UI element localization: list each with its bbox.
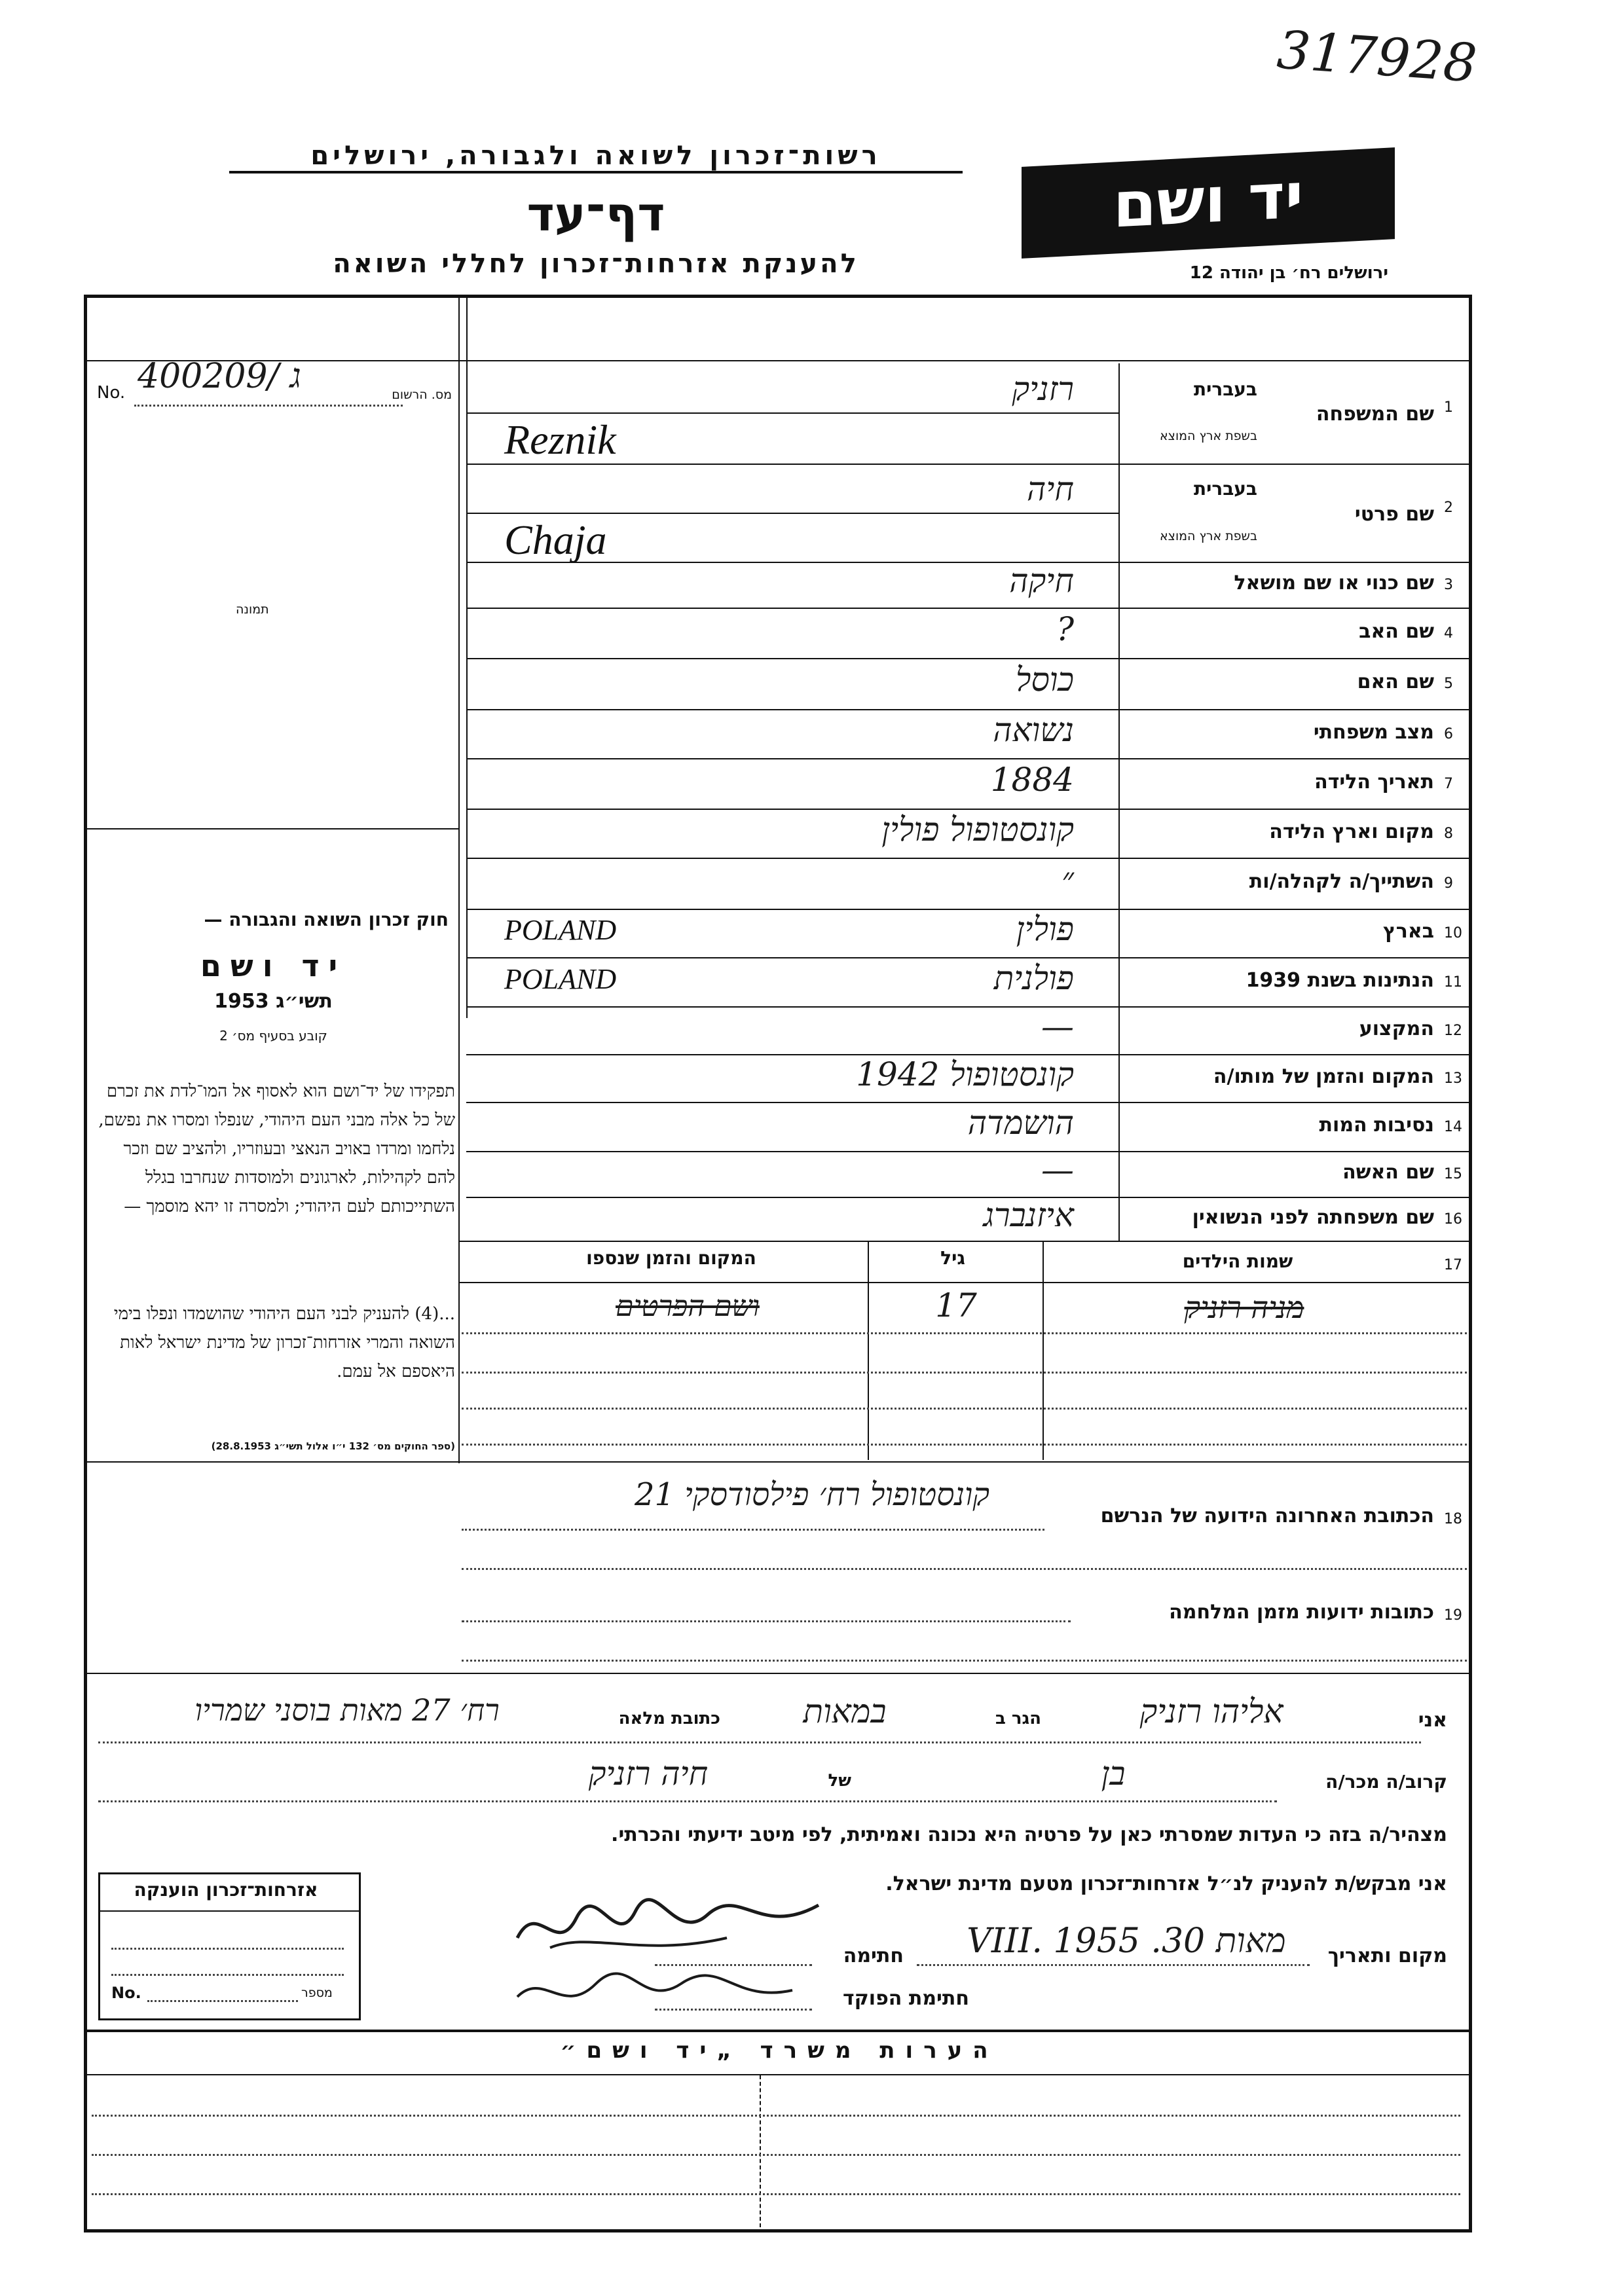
- declarant-city: במאות: [803, 1692, 887, 1730]
- dotted-line: [462, 1444, 1467, 1446]
- resides-label: הגר ב: [995, 1709, 1041, 1728]
- lang-label-native: בשפת ארץ המוצא: [1159, 429, 1257, 443]
- photo-label: תמונה: [236, 602, 269, 617]
- divider: [458, 1241, 1469, 1242]
- field-value-hebrew: —: [1041, 1008, 1074, 1046]
- divider: [466, 957, 1469, 958]
- declarant-address: רח׳ 27 מאות בוסני שמריו: [194, 1692, 500, 1728]
- of-label: של: [828, 1771, 851, 1791]
- field-label: מצב משפחתי: [1313, 721, 1434, 744]
- logo-address: ירושלים רח׳ בן יהודה 12: [1189, 263, 1388, 283]
- dotted-line: [462, 1660, 1467, 1662]
- field-value-hebrew: איזנברג: [983, 1196, 1074, 1234]
- dotted-line: [98, 1800, 1277, 1802]
- dotted-line: [98, 1741, 1421, 1743]
- child-name: מניה רזניק: [1184, 1290, 1304, 1325]
- divider: [466, 709, 1469, 710]
- field-number: 8: [1444, 826, 1453, 842]
- field-label: מקום וארץ הלידה: [1269, 820, 1434, 843]
- divider: [87, 1673, 1469, 1674]
- field-label: שם פרטי: [1354, 503, 1434, 526]
- field-label: נסיבות המות: [1319, 1114, 1434, 1137]
- field-value-hebrew: פולנית: [993, 959, 1074, 997]
- yad-vashem-logo: [1022, 147, 1395, 259]
- declarant-signature: [511, 1892, 825, 1964]
- dotted-line: [147, 2000, 298, 2002]
- divider: [87, 2074, 1469, 2075]
- dotted-line: [917, 1964, 1310, 1966]
- field-number: 19: [1444, 1607, 1462, 1624]
- field-label: שם משפחתה לפני הנשואין: [1192, 1206, 1434, 1229]
- divider: [466, 1102, 1469, 1103]
- field-number: 18: [1444, 1511, 1462, 1527]
- children-header-place: המקום והזמן שנספו: [586, 1247, 756, 1269]
- declaration-statement-2: אני מבקש/ת להעניק לנ״ל אזרחות־זכרון מטעם מדינת ישראל.: [885, 1872, 1447, 1895]
- dotted-line: [92, 2154, 1460, 2156]
- dotted-line: [111, 1948, 344, 1950]
- field-value-hebrew: ״: [1061, 860, 1074, 898]
- law-year: תשי״ג 1953: [214, 990, 333, 1013]
- place-date-label: מקום ותאריך: [1327, 1944, 1447, 1967]
- declaration-statement-1: מצהיר/ה בזה כי העדות שמסרתי כאן על פרטיה היא נכונה ואמיתית, לפי מיטב ידיעתי והכרתי.: [611, 1823, 1447, 1846]
- field-label: תאריך הלידה: [1314, 771, 1434, 793]
- office-notes-title: הערות משרד „יד ושם״: [560, 2037, 999, 2064]
- field-label: שם האשה: [1342, 1161, 1434, 1184]
- field-value-hebrew: קונסטופול 1942: [856, 1055, 1074, 1093]
- dotted-line: [462, 1568, 1467, 1570]
- registration-number: 400209/ ג: [138, 357, 301, 396]
- field-number: 9: [1444, 875, 1453, 892]
- field-number: 16: [1444, 1211, 1462, 1228]
- field-number: 11: [1444, 974, 1462, 991]
- relation-value: בן: [1101, 1755, 1126, 1793]
- page-title: דף־עד: [526, 187, 665, 242]
- lang-label-hebrew: בעברית: [1193, 478, 1257, 500]
- divider: [466, 412, 1118, 414]
- dotted-line: [462, 1529, 1044, 1531]
- divider: [466, 658, 1469, 659]
- divider: [760, 2075, 761, 2227]
- children-header-age: גיל: [940, 1247, 965, 1269]
- divider: [466, 758, 1469, 759]
- field-value-hebrew: חיה: [1027, 470, 1074, 508]
- field-number: 5: [1444, 676, 1453, 692]
- field-value-hebrew: קונסטופול פולין: [881, 811, 1074, 848]
- field-label: שם כנוי או שם מושאל: [1234, 572, 1434, 594]
- field-value-latin: Reznik: [504, 416, 616, 463]
- divider: [458, 1282, 1469, 1283]
- law-name: יד ושם: [200, 948, 347, 983]
- field-number: 12: [1444, 1023, 1462, 1039]
- divider: [87, 2030, 1469, 2032]
- law-section: קובע בסעיף מס׳ 2: [219, 1028, 327, 1044]
- registration-label: מס. הרשום: [392, 388, 452, 402]
- field-number: 4: [1444, 625, 1453, 642]
- registration-prefix: No.: [97, 383, 126, 403]
- field-value-hebrew: רזניק: [1012, 370, 1074, 408]
- field-value-latin: Chaja: [504, 517, 607, 563]
- divider: [466, 513, 1118, 514]
- citizenship-box-number-label: מספר: [301, 1986, 333, 2000]
- field-value-hebrew: —: [1041, 1151, 1074, 1189]
- dotted-line: [462, 1408, 1467, 1410]
- official-signature-label: חתימת הפוקד: [843, 1987, 969, 2010]
- dotted-line: [462, 1332, 1467, 1334]
- declarant-name: אליהו רזניק: [1139, 1692, 1283, 1730]
- field-label: השתייך/ה לקהלה/ות: [1249, 870, 1434, 893]
- field-value-hebrew: נשואה: [993, 711, 1074, 749]
- law-citation: (ספר החוקים מס׳ 132 י״ו אלול תשי״ג 28.8.1953): [211, 1440, 455, 1452]
- field-number: 17: [1444, 1257, 1462, 1273]
- authority-title: רשות־זכרון לשואה ולגבורה, ירושלים: [229, 141, 963, 173]
- field-number: 6: [1444, 726, 1453, 742]
- citizenship-box-no: No.: [111, 1984, 141, 2002]
- field-value-hebrew: הושמדה: [967, 1104, 1074, 1142]
- law-text-1: תפקידו של יד־ושם הוא לאסוף אל המו־לדת את זכרם של כל אלה מבני העם היהודי, שנפלו ומסרו את נפשם, נלחמו ומרדו באויב הנאצי ובעוזריו, ולהציב שם וזכר להם לקהילות, לארגונים ולמוסדות שנחרבו בגלל השתייכותם לעם היהודי; ולמסרה זו יהא מוסמך —: [98, 1082, 455, 1216]
- address-label: כתובת מלאה: [618, 1709, 720, 1728]
- divider: [87, 828, 458, 829]
- field-label: בארץ: [1382, 920, 1434, 943]
- field-value-latin: POLAND: [504, 914, 617, 946]
- signature-label: חתימה: [843, 1944, 904, 1967]
- dotted-line: [462, 1620, 1071, 1622]
- divider: [466, 858, 1469, 859]
- field-label: שם האב: [1359, 620, 1434, 643]
- law-text-2: ...(4) להעניק לבני העם היהודי שהושמדו ונפלו בימי השואה והמרי אזרחות־זכרון של מדינת ישראל לאות היאספם אל עמם.: [113, 1304, 455, 1381]
- field-label: המקום והזמן של מותו/ה: [1213, 1065, 1434, 1088]
- page-subtitle: להענקת אזרחות־זכרון לחללי השואה: [333, 249, 859, 279]
- lang-label-native: בשפת ארץ המוצא: [1159, 529, 1257, 543]
- divider: [87, 1461, 1469, 1463]
- child-age: 17: [935, 1286, 977, 1324]
- last-address-label: הכתובת האחרונה הידועה של הנרשם: [1100, 1504, 1434, 1527]
- field-value-hebrew: כוסל: [1015, 661, 1074, 699]
- field-value-hebrew: 1884: [990, 761, 1074, 799]
- logo-text: יד ושם: [1113, 158, 1304, 242]
- field-value-hebrew: פולין: [1016, 910, 1074, 948]
- divider: [868, 1241, 869, 1460]
- field-value-latin: POLAND: [504, 963, 617, 995]
- field-label: שם המשפחה: [1316, 403, 1434, 426]
- place-date-value: מאות 30. VIII. 1955: [967, 1922, 1286, 1961]
- law-title: חוק זכרון השואה והגבורה —: [204, 909, 449, 930]
- field-label: שם האם: [1357, 670, 1434, 693]
- dotted-line: [111, 1974, 344, 1976]
- dotted-line: [92, 2193, 1460, 2195]
- relative-label: קרוב/ה מכר/ה: [1325, 1771, 1447, 1793]
- dotted-line: [134, 405, 403, 407]
- field-number: 14: [1444, 1119, 1462, 1135]
- divider: [1043, 1241, 1044, 1460]
- divider: [458, 298, 460, 1018]
- dotted-line: [462, 1372, 1467, 1374]
- field-number: 13: [1444, 1070, 1462, 1087]
- field-number: 15: [1444, 1166, 1462, 1182]
- divider: [466, 809, 1469, 810]
- field-number: 2: [1444, 500, 1453, 516]
- lang-label-hebrew: בעברית: [1193, 378, 1257, 400]
- field-number: 10: [1444, 925, 1462, 941]
- field-label: המקצוע: [1359, 1017, 1434, 1040]
- field-number: 1: [1444, 399, 1453, 416]
- children-header-names: שמות הילדים: [1182, 1250, 1293, 1272]
- divider: [1118, 363, 1120, 1241]
- divider: [466, 464, 1469, 465]
- last-address-value: קונסטופול רח׳ פילסודסקי 21: [634, 1476, 990, 1513]
- divider: [466, 608, 1469, 609]
- declarant-ani: אני: [1418, 1709, 1447, 1732]
- wartime-address-label: כתובות ידועות מזמן המלחמה: [1169, 1601, 1434, 1624]
- divider: [98, 1910, 359, 1912]
- child-place: ושם הפרטים: [616, 1290, 760, 1323]
- field-label: הנתינות בשנת 1939: [1246, 969, 1434, 992]
- archive-number: 317928: [1275, 19, 1479, 94]
- field-value-hebrew: חיקה: [1009, 562, 1074, 600]
- field-number: 3: [1444, 577, 1453, 593]
- field-number: 7: [1444, 776, 1453, 792]
- of-name: חיה רזניק: [588, 1755, 709, 1793]
- dotted-line: [92, 2115, 1460, 2117]
- field-value-hebrew: ?: [1056, 610, 1074, 648]
- citizenship-box-title: אזרחות־זכרון הוענקה: [134, 1879, 318, 1901]
- official-signature: [511, 1964, 799, 2023]
